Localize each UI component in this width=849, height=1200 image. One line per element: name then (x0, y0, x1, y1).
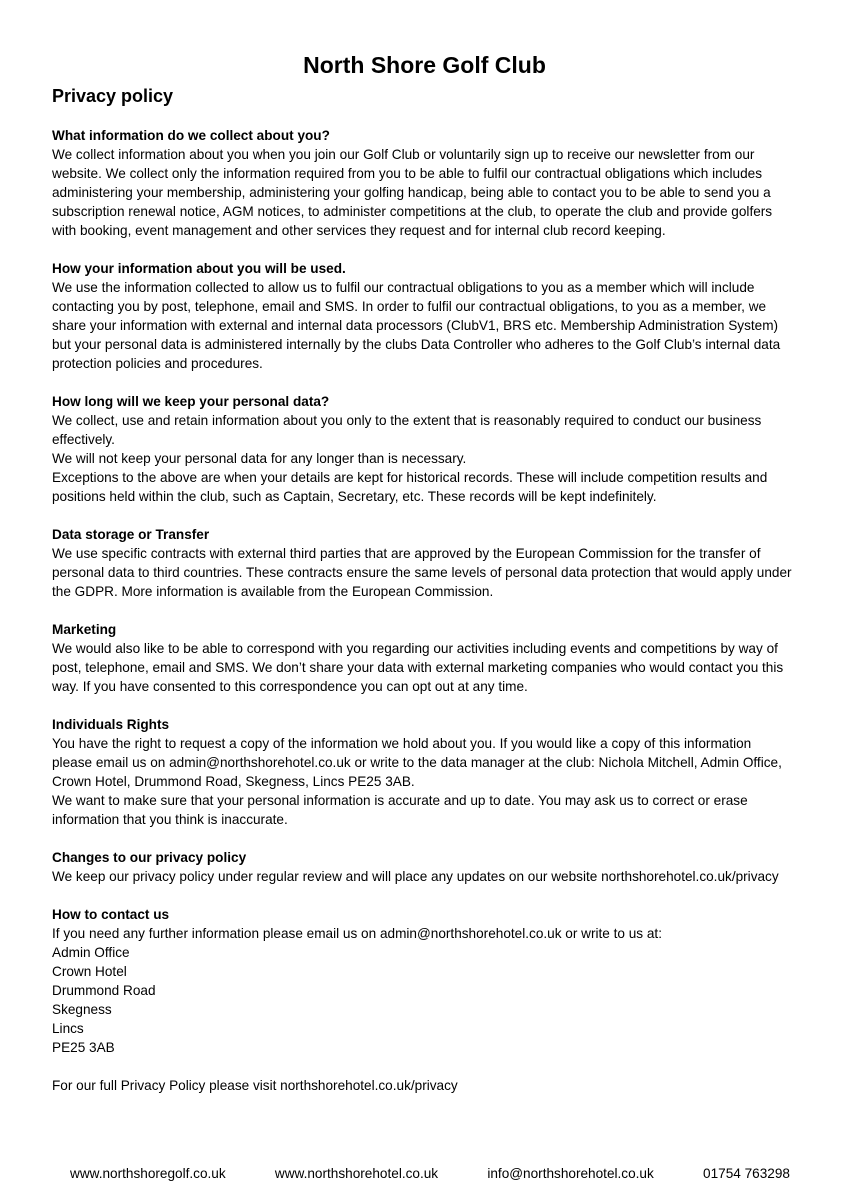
section-marketing (52, 620, 792, 696)
section-data-retention (52, 392, 792, 506)
footer-phone: 01754 763298 (703, 1166, 790, 1181)
section-policy-changes (52, 848, 792, 886)
section-contact (52, 905, 792, 1057)
footer-email: info@northshorehotel.co.uk (487, 1166, 654, 1181)
address-line: Skegness (52, 1002, 112, 1017)
address-line: Crown Hotel (52, 964, 127, 979)
section-individual-rights (52, 715, 792, 829)
section-information-use (52, 259, 792, 373)
section-data-storage (52, 525, 792, 601)
section-heading: How to contact us (52, 907, 170, 922)
section-heading: How long will we keep your personal data? (52, 394, 330, 409)
footer-hotel-website: www.northshorehotel.co.uk (274, 1166, 439, 1181)
policy-body (52, 126, 792, 1114)
section-paragraph: We want to make sure that your personal information is accurate and up to date. You may ask us to correct or erase information that you think is inaccurate. (52, 793, 748, 827)
section-heading: Changes to our privacy policy (52, 850, 247, 865)
closing-note: For our full Privacy Policy please visit northshorehotel.co.uk/privacy (52, 1078, 458, 1093)
section-heading: What information do we collect about you? (52, 128, 330, 143)
section-paragraph: We collect, use and retain information about you only to the extent that is reasonably required to conduct our business effectively. (52, 413, 762, 447)
section-heading: Data storage or Transfer (52, 527, 210, 542)
address-line: Admin Office (52, 945, 130, 960)
address-line: Lincs (52, 1021, 84, 1036)
section-paragraph: You have the right to request a copy of the information we hold about you. If you would like a copy of this information please email us on admin@northshorehotel.co.uk or write to the data manager at the club: Nichola Mitchell, Admin Office, Crown Hotel, Drummond Road, Skegness, Lincs PE25 3AB. (52, 736, 782, 789)
section-paragraph: We use the information collected to allow us to fulfil our contractual obligations to you as a member which will include contacting you by post, telephone, email and SMS. In order to fulfil our contractual obligations, to you as a member, we share your information with external and internal data processors (ClubV1, BRS etc. Membership Administration System) but your personal data is administered internally by the clubs Data Controller who adheres to the Golf Club’s internal data protection policies and procedures. (52, 280, 781, 371)
footer-golf-website: www.northshoregolf.co.uk (70, 1166, 226, 1181)
section-information-collected (52, 126, 792, 240)
section-paragraph: We keep our privacy policy under regular review and will place any updates on our website northshorehotel.co.uk/privacy (52, 869, 779, 884)
section-paragraph: We use specific contracts with external third parties that are approved by the European Commission for the transfer of personal data to third countries. These contracts ensure the same levels of personal data protection that would apply under the GDPR. More information is available from the European Commission. (52, 546, 792, 599)
contact-intro: If you need any further information please email us on admin@northshorehotel.co.uk or write to us at: (52, 926, 662, 941)
contact-address (52, 943, 792, 1057)
section-paragraph: We will not keep your personal data for any longer than is necessary. (52, 451, 467, 466)
address-line: Drummond Road (52, 983, 156, 998)
section-paragraph: We collect information about you when you join our Golf Club or voluntarily sign up to receive our newsletter from our website. We collect only the information required from you to be able to fulfil our contractual obligations which includes administering your membership, administering your golfing handicap, being able to contact you to be able to send you a subscription renewal notice, AGM notices, to administer competitions at the club, to operate the club and provide golfers with booking, event management and other services they request and for internal club record keeping. (52, 147, 773, 238)
page-title: North Shore Golf Club (303, 52, 546, 78)
section-heading: Individuals Rights (52, 717, 170, 732)
page-footer (70, 1164, 790, 1183)
page-subtitle: Privacy policy (52, 86, 174, 106)
section-paragraph: We would also like to be able to correspond with you regarding our activities including events and competitions by way of post, telephone, email and SMS. We don’t share your data with external marketing companies who would contact you this way. If you have consented to this correspondence you can opt out at any time. (52, 641, 784, 694)
section-heading: How your information about you will be used. (52, 261, 346, 276)
section-heading: Marketing (52, 622, 117, 637)
address-line: PE25 3AB (52, 1040, 115, 1055)
section-paragraph: Exceptions to the above are when your details are kept for historical records. These will include competition results and positions held within the club, such as Captain, Secretary, etc. These records will be kept indefinitely. (52, 470, 768, 504)
